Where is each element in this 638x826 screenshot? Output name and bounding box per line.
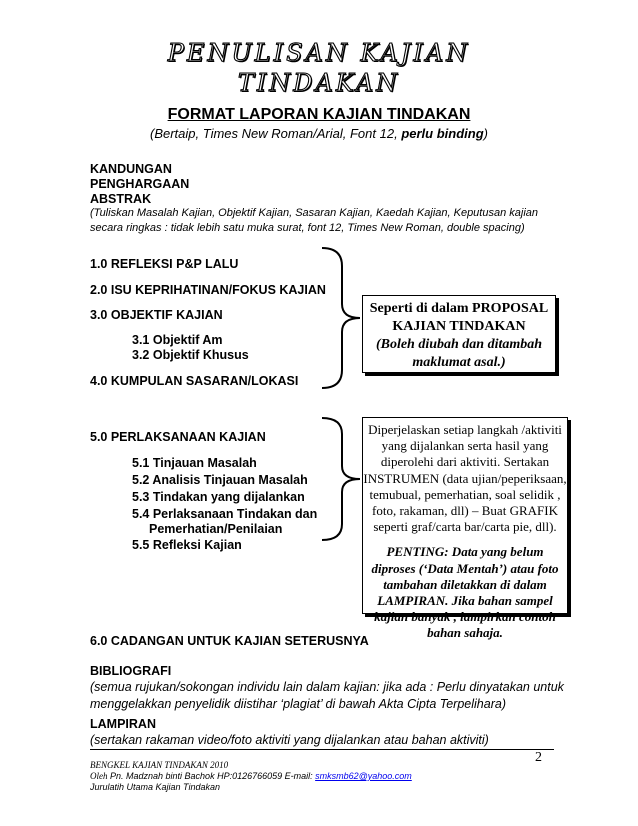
box1-line-4: maklumat asal.) [412,355,506,370]
section-1: 1.0 REFLEKSI P&P LALU [90,257,239,271]
box2-note-4: LAMPIRAN. Jika bahan sampel [377,593,553,609]
box2-line-2: yang dijalankan serta hasil yang [381,438,549,454]
box2-line-6: foto, rakaman, dll) – Buat GRAFIK [372,503,558,519]
abstrak-note-2: secara ringkas : tidak lebih satu muka surat, font 12, Times New Roman, double spacing) [90,222,525,234]
brace-2-icon [318,416,364,544]
bibliografi-label: BIBLIOGRAFI [90,664,172,678]
bibliografi-note-1: (semua rujukan/sokongan individu lain dalam kajian: jika ada : Perlu dinyatakan untuk [90,680,564,694]
document-title-line-2: TINDAKAN [237,69,401,97]
footer-workshop: BENGKEL KAJIAN TINDAKAN 2010 [90,760,229,770]
box1-line-2: KAJIAN TINDAKAN [392,319,526,334]
box2-line-5: temubual, pemerhatian, soal selidik , [369,486,561,502]
box2-note-2: diproses (‘Data Mentah’) atau foto [371,560,559,576]
penghargaan-label: PENGHARGAAN [90,177,190,191]
footer-oleh: Oleh [90,771,108,781]
bibliografi-note-2: menggelakkan penyelidik diistihar ‘plagiat’ di bawah Akta Cipta Terpelihara) [90,697,506,711]
abstrak-label: ABSTRAK [90,192,152,206]
format-heading: FORMAT LAPORAN KAJIAN TINDAKAN [167,106,471,123]
section-6: 6.0 CADANGAN UNTUK KAJIAN SETERUSNYA [90,634,369,648]
section-3-2: 3.2 Objektif Khusus [132,348,249,362]
document-title-line-1: PENULISAN KAJIAN [167,39,471,67]
section-5-1: 5.1 Tinjauan Masalah [132,456,257,470]
footer-author [90,771,412,782]
box2-line-3: diperolehi dari aktiviti. Sertakan [380,454,550,470]
box2-note-1: PENTING: Data yang belum [386,544,544,560]
section-5-3: 5.3 Tindakan yang dijalankan [132,490,305,504]
section-5-5: 5.5 Refleksi Kajian [132,538,242,552]
box2-note-5: kajian banyak , lampirkan contoh [374,609,556,625]
box2-line-7: seperti graf/carta bar/carta pie, dll). [373,519,557,535]
box2-line-4: INSTRUMEN (data ujian/peperiksaan, [363,470,567,486]
box2-line-1: Diperjelaskan setiap langkah /aktiviti [368,422,562,437]
box2-note-6: bahan sahaja. [427,625,503,641]
box2-note-3: tambahan diletakkan di dalam [383,576,547,592]
format-subheading [0,126,638,141]
box1-line-3: (Boleh diubah dan ditambah [375,337,543,352]
subheading-close: ) [483,126,488,141]
kandungan-label: KANDUNGAN [90,162,172,176]
lampiran-note: (sertakan rakaman video/foto aktiviti yang dijalankan atau bahan aktiviti) [90,733,489,747]
section-4: 4.0 KUMPULAN SASARAN/LOKASI [90,374,299,388]
footer-author-text: Pn. Madznah binti Bachok HP:0126766059 E-mail: [107,771,316,781]
section-5-4: 5.4 Perlaksanaan Tindakan dan [132,507,318,521]
page-number: 2 [535,750,542,765]
section-3: 3.0 OBJEKTIF KAJIAN [90,308,223,322]
subheading-text: (Bertaip, Times New Roman/Arial, Font 12, [150,126,402,141]
footer-email-link[interactable]: smksmb62@yahoo.com [315,771,412,781]
footer-role: Jurulatih Utama Kajian Tindakan [90,782,220,792]
subheading-bold: perlu binding [401,126,484,141]
lampiran-label: LAMPIRAN [90,717,156,731]
implementation-note-box [362,417,568,641]
section-2: 2.0 ISU KEPRIHATINAN/FOKUS KAJIAN [90,283,326,297]
box1-line-1: Seperti di dalam PROPOSAL [369,301,549,316]
proposal-note-box [362,295,556,373]
abstrak-note-1: (Tuliskan Masalah Kajian, Objektif Kajian, Sasaran Kajian, Kaedah Kajian, Keputusan kajian [90,207,539,219]
section-5: 5.0 PERLAKSANAAN KAJIAN [90,430,266,444]
section-5-2: 5.2 Analisis Tinjauan Masalah [132,473,308,487]
section-5-4-cont: Pemerhatian/Penilaian [149,522,283,536]
brace-1-icon [318,246,364,392]
footer-rule [90,749,554,750]
section-3-1: 3.1 Objektif Am [132,333,223,347]
